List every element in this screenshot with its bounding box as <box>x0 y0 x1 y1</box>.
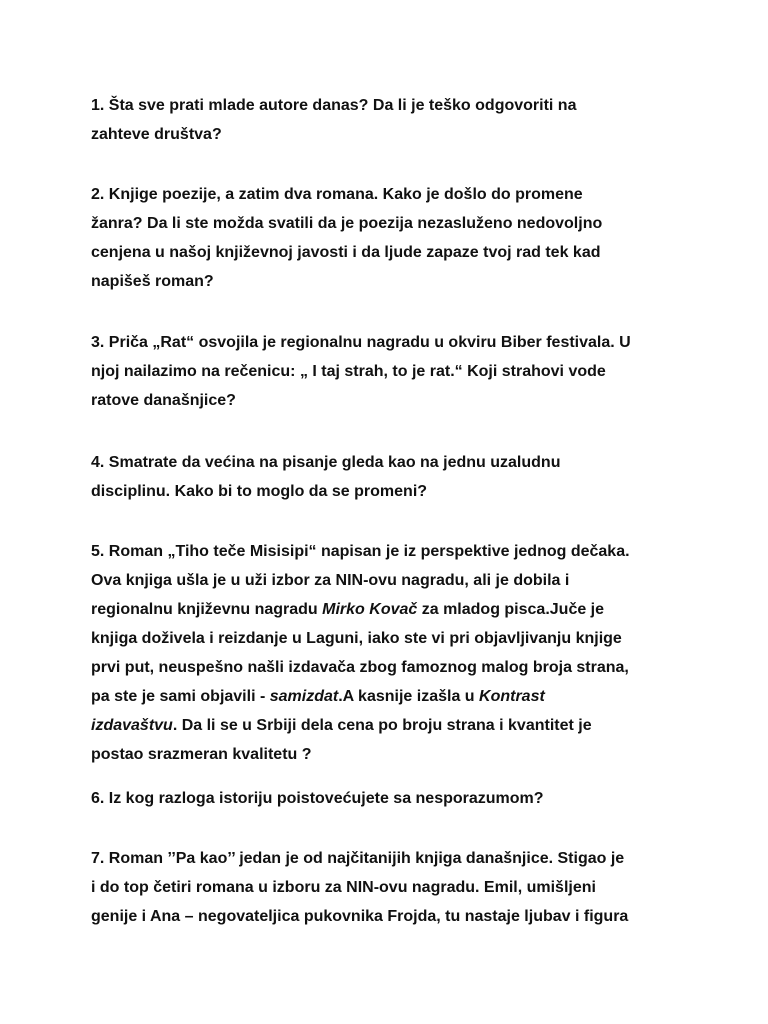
text-line: 3. Priča „Rat“ osvojila je regionalnu nagradu u okviru Biber festivala. U <box>91 334 631 351</box>
text-line: 1. Šta sve prati mlade autore danas? Da li je teško odgovoriti na <box>91 97 577 114</box>
question-6 <box>91 784 691 813</box>
question-5 <box>91 537 691 769</box>
question-2 <box>91 180 691 296</box>
text-line: 5. Roman „Tiho teče Misisipi“ napisan je iz perspektive jednog dečaka. <box>91 543 630 560</box>
text-line: njoj nailazimo na rečenicu: „ I taj strah, to je rat.“ Koji strahovi vode <box>91 363 606 380</box>
question-1 <box>91 91 691 149</box>
text-line: Ova knjiga ušla je u uži izbor za NIN-ovu nagradu, ali je dobila i <box>91 572 570 589</box>
text-line: zahteve društva? <box>91 126 222 143</box>
text-line: disciplinu. Kako bi to moglo da se promeni? <box>91 483 428 500</box>
text-line: regionalnu književnu nagradu Mirko Kovač za mladog pisca.Juče je <box>91 601 605 618</box>
text-line: žanra? Da li ste možda svatili da je poezija nezasluženo nedovoljno <box>91 215 603 232</box>
text-line: 6. Iz kog razloga istoriju poistovećujete sa nesporazumom? <box>91 790 544 807</box>
text-line: ratove današnjice? <box>91 392 236 409</box>
italic-publisher: izdavaštvu <box>91 717 173 734</box>
text-line: 7. Roman ’’Pa kao’’ jedan je od najčitanijih knjiga današnjice. Stigao je <box>91 850 625 867</box>
question-4 <box>91 448 691 506</box>
text-line: genije i Ana – negovateljica pukovnika Frojda, tu nastaje ljubav i figura <box>91 908 629 925</box>
text-line: cenjena u našoj književnoj javosti i da ljude zapaze tvoj rad tek kad <box>91 244 601 261</box>
text-line: prvi put, neuspešno našli izdavača zbog famoznog malog broja strana, <box>91 659 629 676</box>
text-line: postao srazmeran kvalitetu ? <box>91 746 312 763</box>
question-7 <box>91 844 691 931</box>
text-line: izdavaštvu. Da li se u Srbiji dela cena po broju strana i kvantitet je <box>91 717 592 734</box>
text-line: 4. Smatrate da većina na pisanje gleda kao na jednu uzaludnu <box>91 454 561 471</box>
italic-publisher: Kontrast <box>479 688 545 705</box>
italic-name: Mirko Kovač <box>322 601 418 618</box>
text-line: pa ste je sami objavili - samizdat.A kasnije izašla u Kontrast <box>91 688 545 705</box>
question-3 <box>91 328 691 415</box>
text-line: knjiga doživela i reizdanje u Laguni, iako ste vi pri objavljivanju knjige <box>91 630 622 647</box>
text-line: i do top četiri romana u izboru za NIN-ovu nagradu. Emil, umišljeni <box>91 879 596 896</box>
italic-term: samizdat <box>269 688 339 705</box>
text-line: napišeš roman? <box>91 273 214 290</box>
text-line: 2. Knjige poezije, a zatim dva romana. Kako je došlo do promene <box>91 186 583 203</box>
